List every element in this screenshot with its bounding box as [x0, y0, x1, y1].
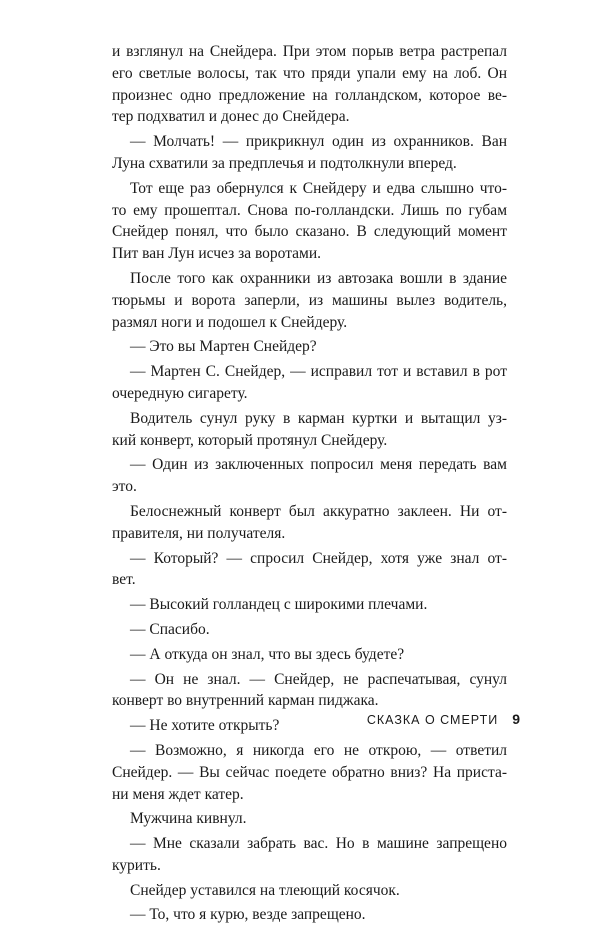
- text-line: ни меня ждет катер.: [112, 785, 244, 803]
- paragraph: [112, 131, 507, 175]
- text-line: — Высокий голландец с широкими плечами.: [130, 596, 428, 614]
- text-line: — Это вы Мартен Снейдер?: [130, 338, 317, 356]
- text-line: Снейдер. — Вы сейчас поедете обратно вниз? На приста-: [112, 763, 507, 781]
- text-line: — Он не знал. — Снейдер, не распечатывая, сунул: [130, 670, 507, 688]
- text-line: вет.: [112, 571, 136, 589]
- text-line: После того как охранники из автозака вошли в здание: [130, 269, 507, 287]
- paragraph: [112, 41, 507, 128]
- text-line: тюрьмы и ворота заперли, из машины вылез водитель,: [112, 291, 507, 309]
- text-line: его светлые волосы, так что пряди упали ему на лоб. Он: [112, 64, 507, 82]
- paragraph: [112, 644, 507, 666]
- paragraph: [112, 268, 507, 333]
- text-line: курить.: [112, 856, 161, 874]
- text-line: правителя, ни получателя.: [112, 524, 286, 542]
- paragraph: [112, 178, 507, 265]
- paragraph: [112, 594, 507, 616]
- text-line: — Один из заключенных попросил меня передать вам: [130, 456, 507, 474]
- paragraph: [112, 808, 507, 830]
- text-line: то ему прошептал. Снова по-голландски. Лишь по губам: [112, 201, 507, 219]
- paragraph: [112, 904, 507, 926]
- paragraph: [112, 548, 507, 592]
- text-line: — Который? — спросил Снейдер, хотя уже знал от-: [130, 549, 507, 567]
- text-line: Снейдер понял, что было сказано. В следующий момент: [112, 223, 507, 241]
- text-line: Луна схватили за предплечья и подтолкнули вперед.: [112, 154, 457, 172]
- paragraph: [112, 619, 507, 641]
- text-line: — Молчать! — прикрикнул один из охранников. Ван: [130, 133, 507, 151]
- text-line: Водитель сунул руку в карман куртки и вытащил уз-: [130, 409, 507, 427]
- text-line: Пит ван Лун исчез за воротами.: [112, 245, 322, 263]
- text-line: конверт во внутренний карман пиджака.: [112, 692, 379, 710]
- paragraph: [112, 880, 507, 902]
- paragraph: [112, 361, 507, 405]
- paragraph: [112, 501, 507, 545]
- text-line: произнес одно предложение на голландском, которое ве-: [112, 86, 507, 104]
- running-title: СКАЗКА О СМЕРТИ: [366, 713, 499, 727]
- page-body-text: [112, 41, 507, 929]
- text-line: Белоснежный конверт был аккуратно заклеен. Ни от-: [130, 502, 507, 520]
- text-line: размял ноги и подошел к Снейдеру.: [112, 313, 348, 331]
- text-line: Тот еще раз обернулся к Снейдеру и едва слышно что-: [130, 179, 507, 197]
- text-line: — Мне сказали забрать вас. Но в машине запрещено: [130, 835, 507, 853]
- text-line: кий конверт, который протянул Снейдеру.: [112, 431, 388, 449]
- paragraph: [112, 408, 507, 452]
- paragraph: [112, 454, 507, 498]
- text-line: очередную сигарету.: [112, 384, 248, 402]
- text-line: — Не хотите открыть?: [130, 717, 280, 735]
- text-line: — То, что я курю, везде запрещено.: [130, 906, 366, 924]
- text-line: — Спасибо.: [130, 620, 210, 638]
- paragraph: [112, 669, 507, 713]
- text-line: — Мартен С. Снейдер, — исправил тот и вставил в рот: [130, 363, 507, 381]
- text-line: Снейдер уставился на тлеющий косячок.: [130, 881, 400, 899]
- paragraph: [112, 336, 507, 358]
- text-line: — Возможно, я никогда его не открою, — ответил: [130, 741, 507, 759]
- text-line: — А откуда он знал, что вы здесь будете?: [130, 645, 405, 663]
- text-line: и взглянул на Снейдера. При этом порыв ветра растрепал: [112, 43, 507, 60]
- page-number: 9: [512, 711, 520, 727]
- text-line: Мужчина кивнул.: [130, 810, 247, 828]
- page-footer: [330, 711, 520, 727]
- text-line: тер подхватил и донес до Снейдера.: [112, 108, 350, 126]
- text-line: это.: [112, 478, 137, 496]
- paragraph: [112, 833, 507, 877]
